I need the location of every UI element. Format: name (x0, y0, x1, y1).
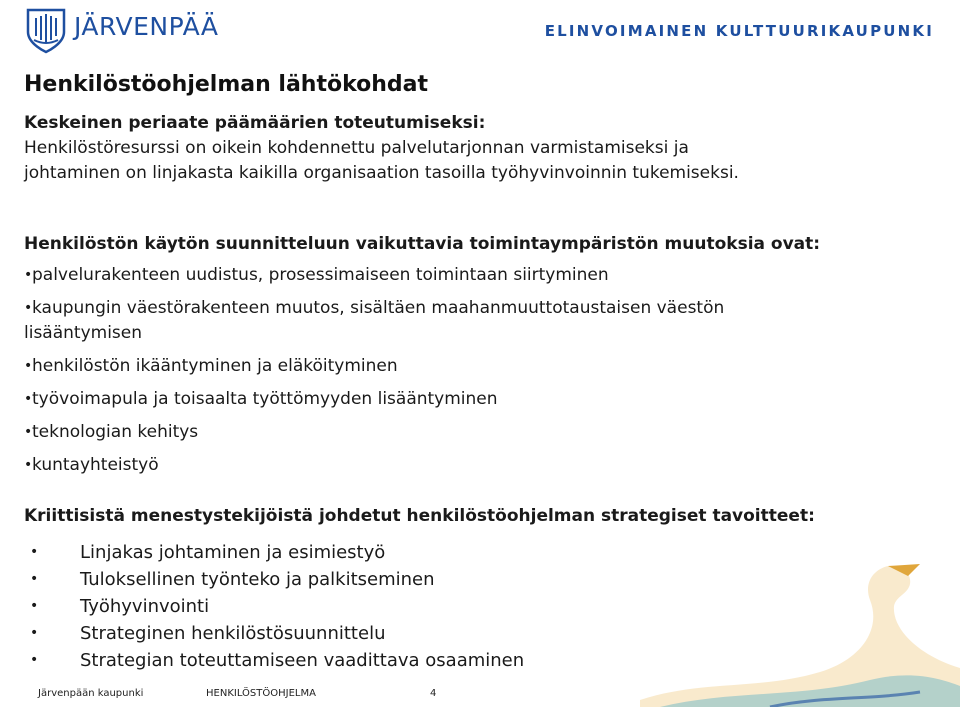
bullet-icon: • (30, 571, 39, 587)
bullet-icon: • (30, 652, 39, 668)
bullet-icon: • (24, 358, 33, 374)
list-item: • kaupungin väestörakenteen muutos, sisältäen maahanmuuttotaustaisen väestön (24, 296, 904, 321)
bullet-icon: • (30, 544, 39, 560)
section-changes (24, 232, 904, 478)
bullet-icon: • (24, 457, 33, 473)
list-item: • palvelurakenteen uudistus, prosessimaiseen toimintaan siirtyminen (24, 263, 904, 288)
list-item: • Linjakas johtaminen ja esimiestyö (24, 539, 904, 566)
section-changes-heading: Henkilöstön käytön suunnitteluun vaikuttavia toimintaympäristön muutoksia ovat: (24, 234, 821, 254)
bullet-icon: • (24, 391, 33, 407)
bullet-icon: • (30, 625, 39, 641)
list-item: • kuntayhteistyö (24, 453, 904, 478)
bullet-icon: • (30, 598, 39, 614)
footer-doc: HENKILÖSTÖOHJELMA (206, 688, 316, 699)
section-principle-line1: Henkilöstöresurssi on oikein kohdennettu palvelutarjonnan varmistamiseksi ja (24, 138, 689, 158)
footer-org: Järvenpään kaupunki (38, 688, 144, 699)
section-principle-line2: johtaminen on linjakasta kaikilla organisaation tasoilla työhyvinvoinnin tukemiseksi. (24, 163, 739, 183)
list-item: • Tuloksellinen työnteko ja palkitseminen (24, 566, 904, 593)
footer-page-number: 4 (430, 688, 437, 699)
list-item: • teknologian kehitys (24, 420, 904, 445)
section-principle (24, 111, 904, 186)
bullet-icon: • (24, 300, 33, 316)
list-item: • Strategian toteuttamiseen vaadittava osaaminen (24, 647, 904, 674)
city-crest-icon (24, 6, 68, 54)
bullet-icon: • (24, 424, 33, 440)
section-principle-heading: Keskeinen periaate päämäärien toteutumiseksi: (24, 113, 486, 133)
tagline: ELINVOIMAINEN KULTTUURIKAUPUNKI (544, 22, 934, 40)
bullet-icon: • (24, 267, 33, 283)
header (0, 0, 960, 60)
list-item-continuation: lisääntymisen (24, 323, 143, 343)
list-item: • Työhyvinvointi (24, 593, 904, 620)
list-item: • työvoimapula ja toisaalta työttömyyden lisääntyminen (24, 387, 904, 412)
list-item: • henkilöstön ikääntyminen ja eläköityminen (24, 354, 904, 379)
page-title: Henkilöstöohjelman lähtökohdat (24, 72, 429, 97)
section-goals-heading: Kriittisistä menestystekijöistä johdetut henkilöstöohjelman strategiset tavoitteet: (24, 506, 815, 526)
decorative-bird-icon (620, 560, 960, 707)
logo-text: JÄRVENPÄÄ (74, 12, 219, 41)
list-item: • Strateginen henkilöstösuunnittelu (24, 620, 904, 647)
